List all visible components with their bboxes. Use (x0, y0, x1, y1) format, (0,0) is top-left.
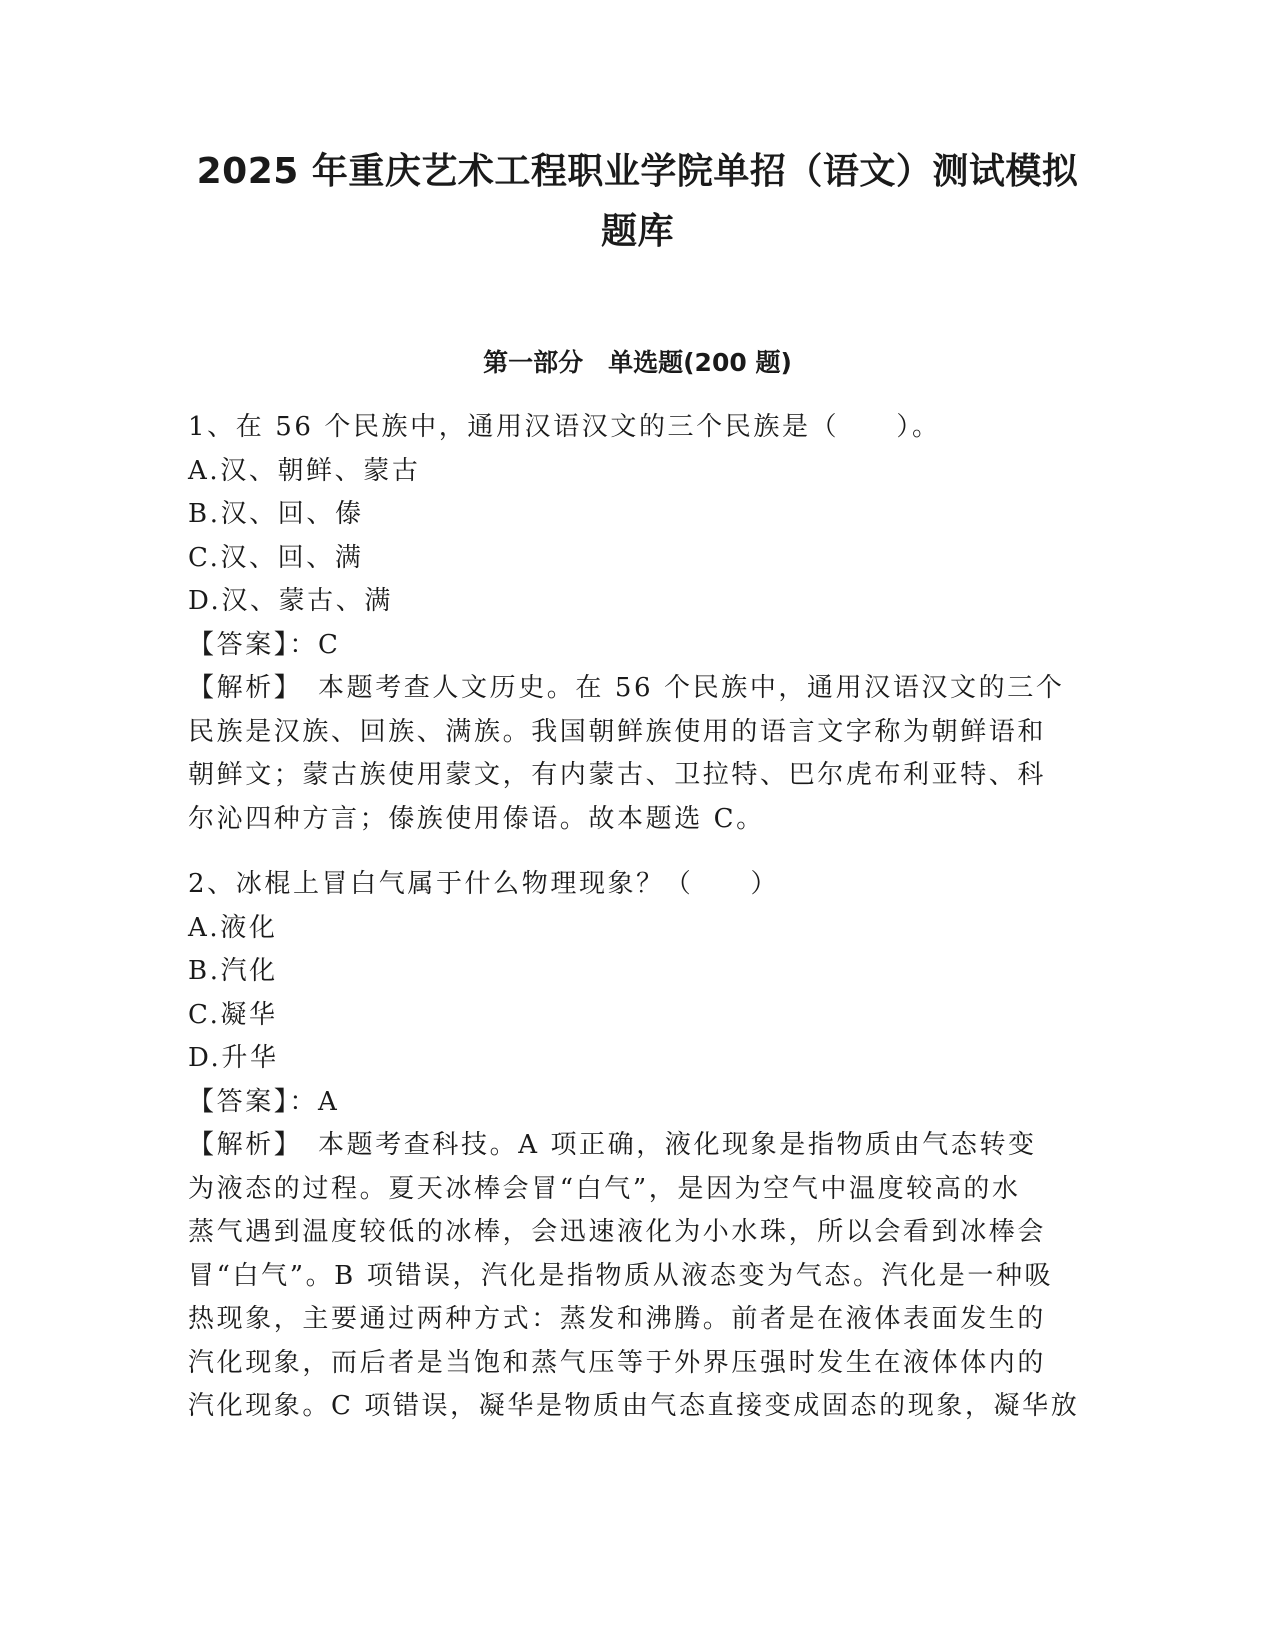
option-c: C.汉、回、满 (188, 542, 364, 573)
option-a: A.汉、朝鲜、蒙古 (188, 455, 421, 486)
answer-line: 【答案】：A (188, 1086, 340, 1117)
document-title (150, 142, 1125, 262)
analysis-line: 朝鲜文；蒙古族使用蒙文，有内蒙古、卫拉特、巴尔虎布利亚特、科 (188, 760, 1047, 790)
analysis-line: 热现象，主要通过两种方式：蒸发和沸腾。前者是在液体表面发生的 (188, 1304, 1047, 1334)
option-d: D.汉、蒙古、满 (188, 586, 393, 616)
analysis-line: 为液态的过程。夏天冰棒会冒“白气”，是因为空气中温度较高的水 (188, 1173, 1021, 1204)
analysis-line: 汽化现象。C 项错误，凝华是物质由气态直接变成固态的现象，凝华放 (188, 1391, 1080, 1421)
analysis-line: 蒸气遇到温度较低的冰棒，会迅速液化为小水珠，所以会看到冰棒会 (188, 1217, 1047, 1247)
option-a: A.液化 (188, 912, 278, 943)
question-list (188, 406, 1088, 1429)
analysis-line: 【解析】 本题考查科技。A 项正确，液化现象是指物质由气态转变 (188, 1130, 1037, 1160)
option-b: B.汽化 (188, 956, 278, 986)
analysis-line: 【解析】 本题考查人文历史。在 56 个民族中，通用汉语汉文的三个 (188, 673, 1065, 703)
question-item (188, 863, 1088, 1429)
question-spacer (188, 841, 1088, 863)
question-stem: 2、冰棍上冒白气属于什么物理现象？（ ） (188, 869, 780, 899)
option-c: C.凝华 (188, 999, 278, 1030)
title-line-2: 题库 (600, 211, 674, 252)
option-b: B.汉、回、傣 (188, 499, 364, 529)
title-line-1: 2025 年重庆艺术工程职业学院单招（语文）测试模拟 (196, 151, 1079, 192)
question-stem: 1、在 56 个民族中，通用汉语汉文的三个民族是（ ）。 (188, 412, 941, 442)
section-heading: 第一部分 单选题(200 题) (483, 348, 792, 377)
analysis-line: 民族是汉族、回族、满族。我国朝鲜族使用的语言文字称为朝鲜语和 (188, 716, 1047, 747)
analysis-line: 尔沁四种方言；傣族使用傣语。故本题选 C。 (188, 803, 765, 834)
answer-line: 【答案】：C (188, 629, 341, 660)
analysis-line: 冒“白气”。B 项错误，汽化是指物质从液态变为气态。汽化是一种吸 (188, 1260, 1054, 1291)
option-d: D.升华 (188, 1043, 279, 1073)
question-item (188, 406, 1088, 841)
analysis-line: 汽化现象，而后者是当饱和蒸气压等于外界压强时发生在液体体内的 (188, 1347, 1047, 1378)
